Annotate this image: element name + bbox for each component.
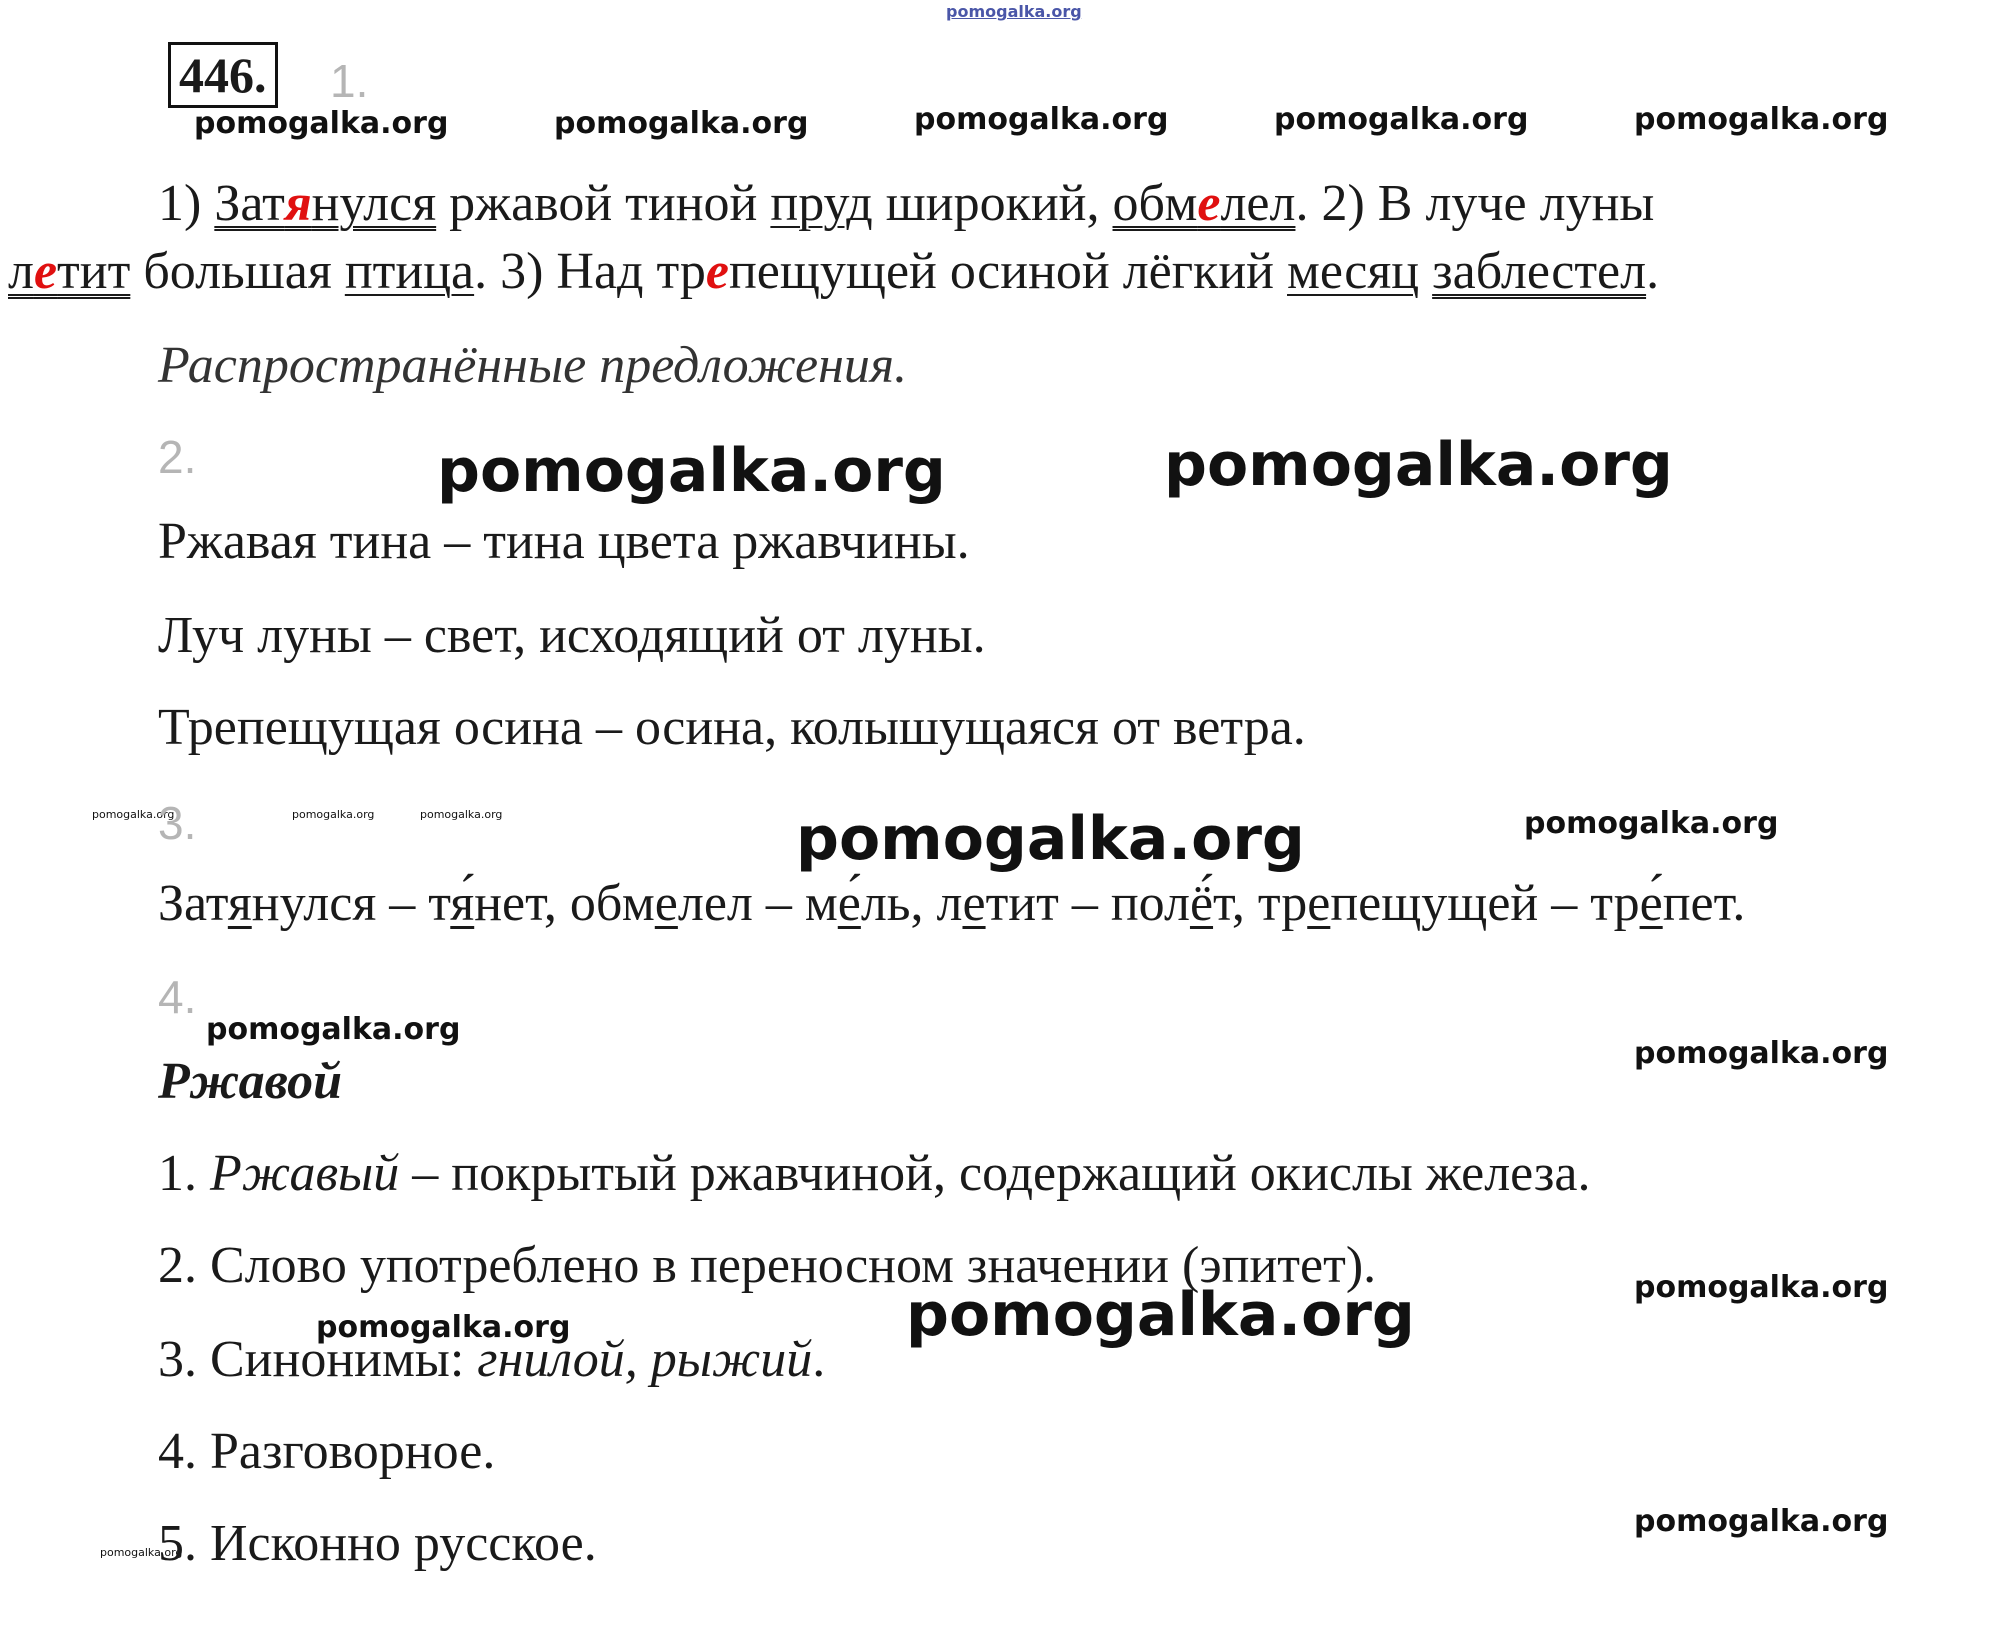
checked-vowel: ё́ — [1189, 875, 1214, 932]
text: л — [8, 243, 34, 300]
subject-ptitsa: птица — [344, 243, 475, 300]
text: тит – пол — [985, 875, 1190, 932]
sentence-line-1 — [158, 175, 1655, 232]
section-number-4: 4. — [158, 971, 197, 1023]
highlighted-vowel: е — [705, 243, 729, 300]
phrase-definition-2: Луч луны – свет, исходящий от луны. — [158, 607, 986, 664]
checked-vowel: е — [962, 875, 986, 932]
text: – покрытый ржавчиной, содержащий окислы железа. — [399, 1145, 1591, 1202]
text: пещущей осиной лёгкий — [728, 243, 1288, 300]
text: . — [1646, 243, 1660, 300]
text: широкий, — [872, 175, 1113, 232]
text: лел – м — [677, 875, 838, 932]
watermark[interactable]: pomogalka.org — [1634, 1504, 1889, 1539]
stress-check-words — [158, 875, 1746, 932]
watermark[interactable]: pomogalka.org — [914, 102, 1169, 137]
text: т, тр — [1213, 875, 1308, 932]
watermark[interactable]: pomogalka.org — [206, 1012, 461, 1047]
checked-vowel: е — [1307, 875, 1331, 932]
text: обм — [1112, 175, 1198, 232]
phrase-definition-1: Ржавая тина – тина цвета ржавчины. — [158, 513, 970, 570]
sentence-type-note: Распространённые предложения. — [158, 337, 908, 394]
watermark[interactable]: pomogalka.org — [437, 436, 946, 506]
text — [1419, 243, 1432, 300]
watermark[interactable]: pomogalka.org — [420, 808, 503, 821]
analysis-item-4: 4. Разговорное. — [158, 1423, 496, 1480]
checked-vowel: е — [654, 875, 678, 932]
watermark[interactable]: pomogalka.org — [1524, 806, 1779, 841]
subject-mesyats: месяц — [1287, 243, 1420, 300]
subject-prud: пруд — [770, 175, 873, 232]
word-analysis-heading: Ржавой — [158, 1053, 343, 1110]
watermark[interactable]: pomogalka.org — [292, 808, 375, 821]
watermark[interactable]: pomogalka.org — [906, 1280, 1415, 1350]
text: 3. Синонимы: — [158, 1331, 478, 1388]
text: лел — [1220, 175, 1296, 232]
section-number-3: 3. — [158, 797, 197, 849]
text: ль, л — [860, 875, 963, 932]
text: ржавой тиной — [436, 175, 771, 232]
text: 1. — [158, 1145, 210, 1202]
predicate-obmelel — [1113, 175, 1296, 232]
watermark[interactable]: pomogalka.org — [1634, 102, 1889, 137]
text: тит — [57, 243, 131, 300]
watermark[interactable]: pomogalka.org — [1164, 430, 1673, 500]
text: Ржавый — [210, 1145, 400, 1202]
text: 1) — [158, 175, 215, 232]
section-number-1: 1. — [330, 55, 369, 107]
text: пет. — [1662, 875, 1746, 932]
text: . 2) В луче луны — [1295, 175, 1655, 232]
checked-vowel: е́ — [837, 875, 861, 932]
predicate-zablestel: заблестел — [1432, 243, 1647, 300]
highlighted-vowel: е — [1197, 175, 1221, 232]
predicate-zatyanulsya — [214, 175, 436, 232]
watermark[interactable]: pomogalka.org — [1274, 102, 1529, 137]
task-number: 446. — [168, 42, 278, 108]
highlighted-vowel: я — [284, 175, 312, 232]
text: . — [812, 1331, 826, 1388]
text: нет, обм — [474, 875, 655, 932]
watermark[interactable]: pomogalka.org — [92, 808, 175, 821]
checked-vowel: я — [227, 875, 252, 932]
watermark[interactable]: pomogalka.org — [316, 1310, 571, 1345]
watermark[interactable]: pomogalka.org — [1634, 1036, 1889, 1071]
text: нулся — [311, 175, 437, 232]
text: большая — [130, 243, 345, 300]
watermark[interactable]: pomogalka.org — [1634, 1270, 1889, 1305]
analysis-item-2: 2. Слово употреблено в переносном значении (эпитет). — [158, 1237, 1377, 1294]
phrase-definition-3: Трепещущая осина – осина, колышущаяся от ветра. — [158, 699, 1306, 756]
checked-vowel: е́ — [1639, 875, 1663, 932]
analysis-item-5: 5. Исконно русское. — [158, 1515, 597, 1572]
section-number-2: 2. — [158, 431, 197, 483]
watermark-top[interactable]: pomogalka.org — [946, 2, 1082, 21]
text: гнилой, рыжий — [477, 1331, 813, 1388]
watermark[interactable]: pomogalka.org — [194, 106, 449, 141]
text: . 3) Над тр — [474, 243, 706, 300]
checked-vowel: я́ — [450, 875, 475, 932]
predicate-letit — [8, 243, 130, 300]
highlighted-vowel: е — [33, 243, 58, 300]
sentence-line-2 — [8, 243, 1660, 300]
watermark[interactable]: pomogalka.org — [796, 804, 1305, 874]
text: Зат — [158, 875, 228, 932]
watermark[interactable]: pomogalka.org — [554, 106, 809, 141]
text: Зат — [214, 175, 285, 232]
text: нулся – т — [251, 875, 451, 932]
analysis-item-1 — [158, 1145, 1591, 1202]
analysis-item-3 — [158, 1331, 826, 1388]
watermark[interactable]: pomogalka.org — [100, 1546, 183, 1559]
text: пещущей – тр — [1330, 875, 1640, 932]
